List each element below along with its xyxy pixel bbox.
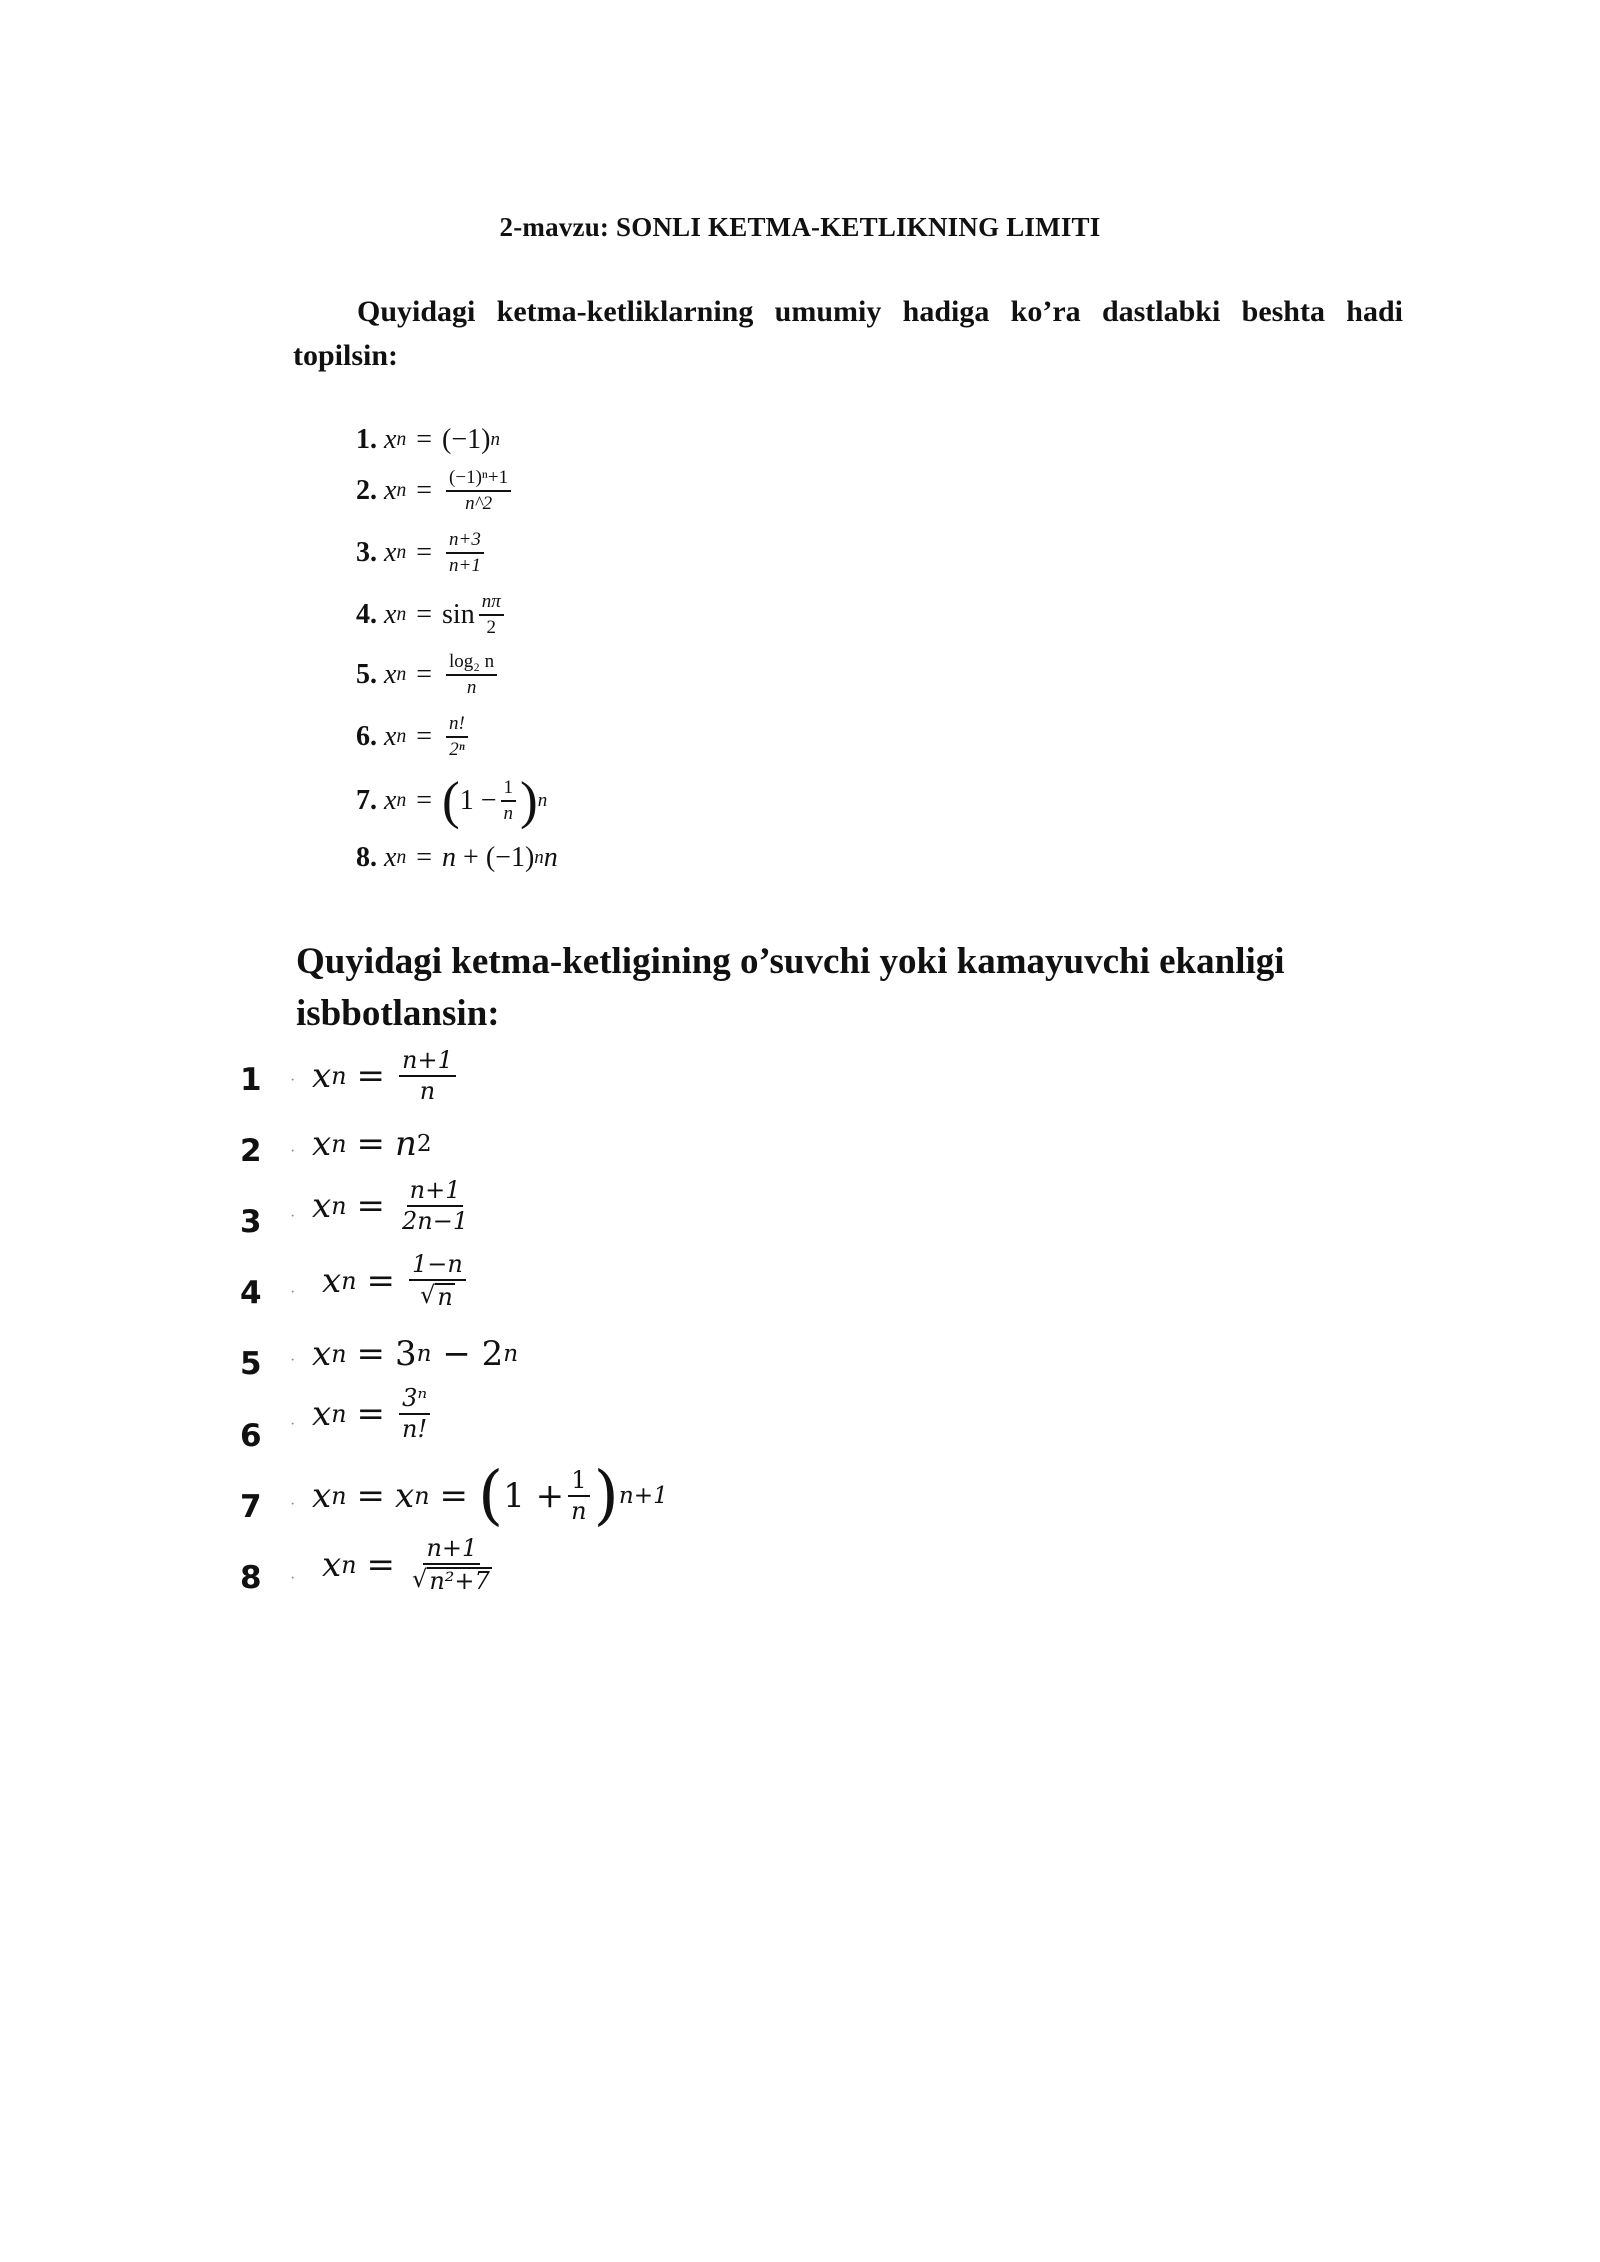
section2-heading: Quyidagi ketma-ketligining o’suvchi yoki kamayuvchi ekanligi isbbotlansin: bbox=[296, 941, 1285, 1034]
formula-1-8: 8. x n = n + (−1) n n bbox=[356, 842, 558, 873]
formula-1-2: 2. x n = $\frac{\text{(−1)ⁿ+1}}{n\^{}2}$ bbox=[356, 468, 515, 514]
fraction-numerator: nπ bbox=[479, 592, 504, 616]
fraction-denominator: n bbox=[503, 802, 514, 824]
formula-2-8: x n = n+1 √ n²+7 bbox=[322, 1534, 490, 1596]
fraction-denominator: n bbox=[419, 1077, 436, 1106]
item-number: 3. bbox=[356, 536, 377, 568]
fraction-numerator: 1 bbox=[501, 778, 517, 802]
fraction-numerator: (−1)ⁿ+1 bbox=[446, 468, 511, 492]
list-dot: · bbox=[290, 1570, 296, 1587]
row-number: 8 bbox=[240, 1560, 262, 1596]
fraction-numerator: log₂ n bbox=[446, 652, 497, 676]
row-number: 6 bbox=[240, 1418, 262, 1454]
fraction-numerator: n+1 bbox=[407, 1178, 464, 1207]
row-number: 5 bbox=[240, 1346, 262, 1382]
fraction-denominator: n^2 bbox=[465, 492, 493, 514]
list-dot: · bbox=[290, 1496, 296, 1513]
formula-1-7: 7. x n = ( 1 − $\frac{1}{n}$ ) n bbox=[356, 770, 548, 830]
list-dot: · bbox=[290, 1072, 296, 1089]
fraction-numerator: 1 bbox=[568, 1468, 589, 1497]
formula-2-5: x n = 3 n − 2 n bbox=[312, 1334, 519, 1374]
row-number: 7 bbox=[240, 1489, 262, 1525]
section1-heading: Quyidagi ketma-ketliklarning umumiy hadiga ko’ra dastlabki beshta hadi topilsin: bbox=[293, 295, 1403, 372]
page-title: 2-mavzu: SONLI KETMA-KETLIKNING LIMITI bbox=[499, 212, 1101, 242]
item-number: 1. bbox=[356, 424, 377, 455]
fraction-numerator: n! bbox=[446, 714, 468, 738]
list-dot: · bbox=[290, 1143, 296, 1160]
formula-1-6: 6. x n = $\frac{n!}{\text{2ⁿ}}$ bbox=[356, 714, 472, 760]
row-number: 1 bbox=[240, 1062, 262, 1098]
list-dot: · bbox=[290, 1416, 296, 1433]
formula-2-2: x n = n 2 bbox=[312, 1124, 432, 1164]
formula-1-1: 1. x n = (−1) n bbox=[356, 424, 500, 455]
formula-2-4: x n = 1−n √ n bbox=[322, 1252, 470, 1310]
item-number: 5. bbox=[356, 658, 377, 690]
formula-1-4: 4. x n = sin $\frac{n\pi}{2}$ bbox=[356, 592, 508, 638]
formula-2-6: x n = $\frac{\text{3ⁿ}}{n!}$ bbox=[312, 1386, 434, 1442]
fraction-denominator: 2ⁿ bbox=[449, 738, 465, 760]
row-number: 3 bbox=[240, 1204, 262, 1240]
item-number: 2. bbox=[356, 474, 377, 506]
fraction-denominator: n bbox=[466, 676, 477, 698]
item-number: 8. bbox=[356, 842, 377, 873]
fraction-numerator: n+3 bbox=[446, 530, 484, 554]
item-number: 4. bbox=[356, 598, 377, 630]
radicand: n²+7 bbox=[429, 1567, 490, 1596]
row-number: 2 bbox=[240, 1133, 262, 1169]
list-dot: · bbox=[290, 1284, 296, 1301]
list-dot: · bbox=[290, 1208, 296, 1225]
fraction-numerator: 3ⁿ bbox=[399, 1386, 430, 1415]
list-dot: · bbox=[290, 1352, 296, 1369]
formula-2-7: x n = x n = ( 1 + $\frac{1}{n}$ ) n+1 bbox=[312, 1458, 668, 1534]
formula-1-3: 3. x n = $\frac{n+3}{n+1}$ bbox=[356, 530, 488, 576]
sqrt-symbol: √ n bbox=[420, 1281, 453, 1312]
fraction-denominator: n+1 bbox=[449, 554, 481, 576]
fraction-numerator: n+1 bbox=[423, 1536, 480, 1565]
fraction-denominator: n! bbox=[402, 1415, 428, 1444]
fraction-denominator: 2n−1 bbox=[402, 1207, 469, 1236]
formula-2-1: x n = $\frac{n+1}{n}$ bbox=[312, 1048, 460, 1104]
row-number: 4 bbox=[240, 1275, 262, 1311]
fraction-numerator: 1−n bbox=[409, 1252, 466, 1281]
formula-2-3: x n = $\frac{n+1}{2n-1}$ bbox=[312, 1178, 475, 1234]
item-number: 6. bbox=[356, 720, 377, 752]
sqrt-symbol: √ n²+7 bbox=[412, 1565, 490, 1596]
radicand: n bbox=[437, 1283, 453, 1312]
fraction-denominator: n bbox=[571, 1497, 587, 1526]
fraction-denominator: 2 bbox=[486, 616, 496, 638]
item-number: 7. bbox=[356, 784, 377, 816]
fraction-numerator: n+1 bbox=[399, 1048, 456, 1077]
formula-1-5: 5. x n = $\frac{\text{log₂ n}}{n}$ bbox=[356, 652, 501, 698]
